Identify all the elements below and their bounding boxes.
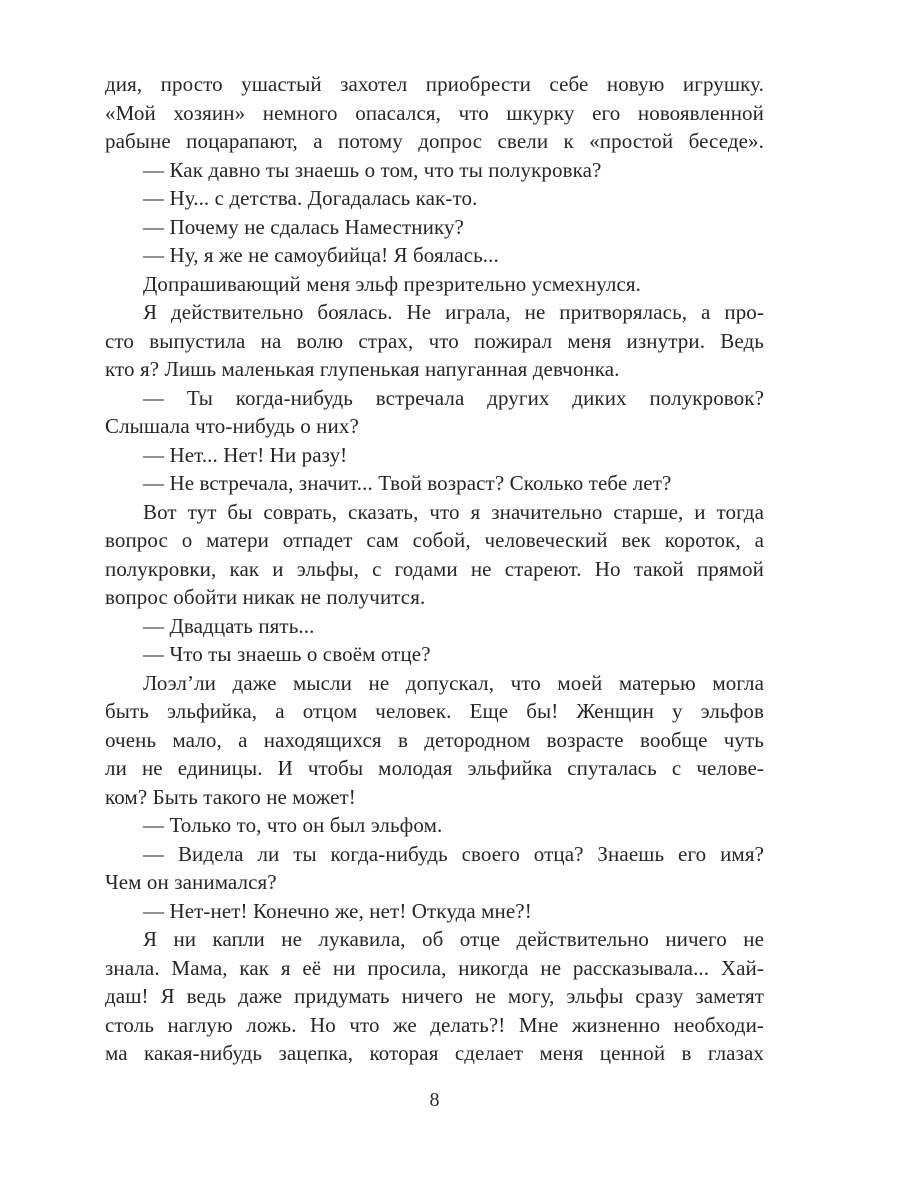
text-line: вопрос обойти никак не получится. (105, 585, 426, 609)
text-line: ли не единицы. И чтобы молодая эльфийка спуталась с челове- (105, 756, 764, 780)
text-line: — Что ты знаешь о своём отце? (143, 642, 431, 666)
text-line: — Как давно ты знаешь о том, что ты полукровка? (143, 157, 602, 182)
text-line: — Ты когда-нибудь встречала других диких полукровок? (143, 385, 764, 410)
text-line: сто выпустила на волю страх, что пожирал меня изнутри. Ведь (105, 328, 764, 353)
text-line: очень мало, а находящихся в детородном возрасте вообще чуть (105, 727, 764, 752)
text-line: Чем он занимался? (105, 870, 277, 894)
text-line: — Только то, что он был эльфом. (143, 813, 443, 837)
text-line: «Мой хозяин» немного опасался, что шкурку его новоявленной (105, 100, 764, 125)
text-line: рабыне поцарапают, а потому допрос свели к «простой беседе». (105, 129, 764, 153)
page-text-block (105, 70, 764, 1068)
text-line: Я ни капли не лукавила, об отце действительно ничего не (143, 927, 764, 951)
text-line: Я действительно боялась. Не играла, не притворялась, а про- (143, 300, 764, 324)
text-line: — Видела ли ты когда-нибудь своего отца? Знаешь его имя? (143, 841, 764, 866)
text-line: ма какая-нибудь зацепка, которая сделает меня ценной в глазах (105, 1041, 764, 1065)
text-line: кто я? Лишь маленькая глупенькая напуганная девчонка. (105, 357, 620, 381)
text-line: вопрос о матери отпадет сам собой, человеческий век короток, а (105, 528, 764, 552)
text-line: — Нет... Нет! Ни разу! (143, 442, 348, 467)
text-line: — Ну... с детства. Догадалась как-то. (143, 186, 478, 210)
text-line: столь наглую ложь. Но что же делать?! Мне жизненно необходи- (105, 1012, 764, 1037)
text-line: Допрашивающий меня эльф презрительно усмехнулся. (143, 271, 642, 296)
text-line: ком? Быть такого не может! (105, 784, 356, 809)
text-line: полукровки, как и эльфы, с годами не стареют. Но такой прямой (105, 556, 764, 581)
text-line: Вот тут бы соврать, сказать, что я значительно старше, и тогда (143, 499, 764, 524)
text-line: — Нет-нет! Конечно же, нет! Откуда мне?! (143, 898, 532, 923)
text-line: Слышала что-нибудь о них? (105, 414, 359, 438)
text-line: даш! Я ведь даже придумать ничего не могу, эльфы сразу заметят (105, 984, 764, 1008)
page-number: 8 (429, 1089, 440, 1111)
text-line: — Почему не сдалась Наместнику? (143, 214, 464, 239)
text-line: знала. Мама, как я её ни просила, никогда не рассказывала... Хай- (105, 955, 764, 980)
text-line: — Ну, я же не самоубийца! Я боялась... (143, 243, 499, 267)
text-line: — Двадцать пять... (143, 613, 315, 638)
text-line: дия, просто ушастый захотел приобрести себе новую игрушку. (105, 72, 764, 96)
text-line: Лоэл’ли даже мысли не допускал, что моей матерью могла (143, 670, 764, 695)
text-line: — Не встречала, значит... Твой возраст? Сколько тебе лет? (143, 471, 672, 495)
text-line: быть эльфийка, а отцом человек. Еще бы! Женщин у эльфов (105, 699, 764, 723)
